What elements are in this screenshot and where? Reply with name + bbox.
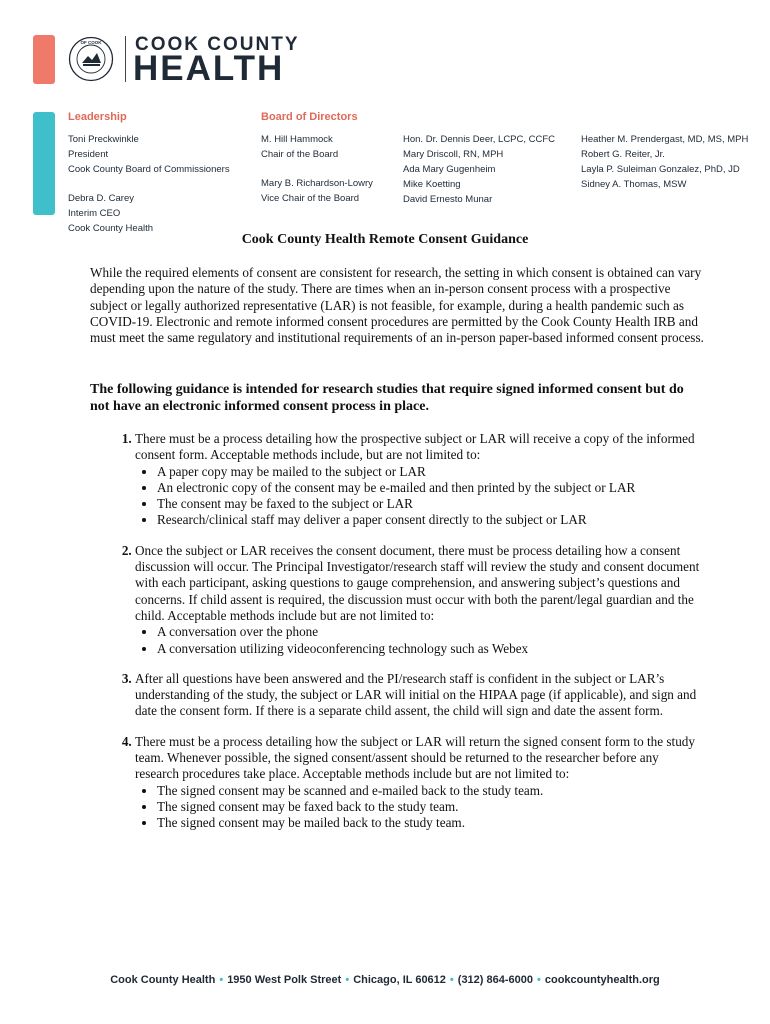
bullet-item: • A conversation over the phone <box>157 624 705 640</box>
guidance-lead: The following guidance is intended for research studies that require signed informed consent but do not have an electronic informed consent process in place. <box>90 382 684 414</box>
step-item <box>135 671 705 720</box>
board-member-name: Mike Koetting <box>403 179 461 190</box>
bullet-item: • The signed consent may be scanned and e-mailed back to the study team. <box>157 783 705 799</box>
board-member-name: Heather M. Prendergast, MD, MS, MPH <box>581 134 749 145</box>
leader-title: President <box>68 149 109 160</box>
leader-org: Cook County Board of Commissioners <box>68 164 230 175</box>
bullet-item: • A paper copy may be mailed to the subject or LAR <box>157 464 705 480</box>
board-heading: Board of Directors <box>261 111 358 123</box>
footer-separator-icon: • <box>345 974 350 986</box>
footer-street: 1950 West Polk Street <box>227 974 342 986</box>
footer-city: Chicago, IL 60612 <box>353 974 446 986</box>
board-members-col2 <box>403 132 555 207</box>
board-member-role: Chair of the Board <box>261 149 339 160</box>
step-bullets <box>135 464 705 529</box>
leadership-heading: Leadership <box>68 111 127 123</box>
step-bullets <box>135 783 705 832</box>
leader-title: Interim CEO <box>68 208 121 219</box>
board-member-name: Layla P. Suleiman Gonzalez, PhD, JD <box>581 164 740 175</box>
board-member-name: Robert G. Reiter, Jr. <box>581 149 665 160</box>
bullet-item: • An electronic copy of the consent may be e-mailed and then printed by the subject or LAR <box>157 480 705 496</box>
board-member-name: Mary B. Richardson-Lowry <box>261 178 373 189</box>
document-title: Cook County Health Remote Consent Guidance <box>241 232 529 247</box>
step-item <box>135 543 705 657</box>
board-member-name: Mary Driscoll, RN, MPH <box>403 149 504 160</box>
seal-text: OF COOK <box>80 40 102 45</box>
bullet-item: • The signed consent may be mailed back to the study team. <box>157 815 705 831</box>
bullet-item: • The signed consent may be faxed back to the study team. <box>157 799 705 815</box>
county-seal-icon <box>68 36 114 82</box>
logo-divider <box>125 36 126 82</box>
step-bullets <box>135 624 705 657</box>
bullet-item: • Research/clinical staff may deliver a paper consent directly to the subject or LAR <box>157 512 705 528</box>
footer-separator-icon: • <box>449 974 454 986</box>
board-member-role: Vice Chair of the Board <box>261 193 360 204</box>
coral-accent-bar <box>33 35 55 84</box>
step-item <box>135 734 705 832</box>
footer-phone: (312) 864-6000 <box>457 974 534 986</box>
guidance-steps <box>90 431 705 846</box>
step-text: Once the subject or LAR receives the consent document, there must be process detailing how a consent discussion will occur. The Principal Investigator/research staff will review the study and consent document with each participant, asking questions to gauge comprehension, and answering subject’s questions and concerns. If child assent is required, the discussion must occur with both the parent/legal guardian and the child. Acceptable methods include but are not limited to: <box>135 542 700 623</box>
board-members-col3 <box>581 132 748 192</box>
board-member-name: Sidney A. Thomas, MSW <box>581 179 687 190</box>
teal-accent-bar <box>33 112 55 215</box>
step-text: There must be a process detailing how the subject or LAR will return the signed consent form to the study team. Whenever possible, the signed consent/assent should be returned to the researcher before any research procedures take place. Acceptable methods include but are not limited to: <box>135 733 695 782</box>
step-item <box>135 431 705 529</box>
leader-org: Cook County Health <box>68 223 154 234</box>
board-member-name: David Ernesto Munar <box>403 194 493 205</box>
board-member-name: Ada Mary Gugenheim <box>403 164 496 175</box>
footer-website: cookcountyhealth.org <box>544 974 660 986</box>
step-text: After all questions have been answered and the PI/research staff is confident in the subject or LAR’s understanding of the study, the subject or LAR will initial on the HIPAA page (if applicable), and sign and date the consent form. If there is a separate child assent, the child will sign and date the assent form. <box>135 670 697 719</box>
step-text: There must be a process detailing how the prospective subject or LAR will receive a copy of the informed consent form. Acceptable methods include, but are not limited to: <box>135 431 695 463</box>
intro-paragraph: While the required elements of consent are consistent for research, the setting in which consent is obtained can vary depending upon the nature of the study. There are times when an in-person consent process with a prospective subject or legally authorized representative (LAR) is not feasible, for example, during a health pandemic such as COVID-19. Electronic and remote informed consent procedures are permitted by the Cook County Health IRB and must meet the same regulatory and institutional requirements of an in-person paper-based informed consent process. <box>90 265 704 346</box>
leadership-list <box>68 132 230 236</box>
bullet-item: • A conversation utilizing videoconferencing technology such as Webex <box>157 641 705 657</box>
leader-name: Toni Preckwinkle <box>68 134 139 145</box>
board-officers <box>261 132 373 206</box>
footer-org: Cook County Health <box>110 974 216 986</box>
logo-line1: COOK COUNTY <box>135 34 300 55</box>
board-member-name: M. Hill Hammock <box>261 134 333 145</box>
footer-separator-icon: • <box>219 974 224 986</box>
logo-line2: HEALTH <box>133 49 285 88</box>
leader-name: Debra D. Carey <box>68 193 134 204</box>
bullet-item: • The consent may be faxed to the subject or LAR <box>157 496 705 512</box>
footer-address <box>0 974 770 986</box>
board-member-name: Hon. Dr. Dennis Deer, LCPC, CCFC <box>403 134 556 145</box>
footer-separator-icon: • <box>537 974 541 986</box>
